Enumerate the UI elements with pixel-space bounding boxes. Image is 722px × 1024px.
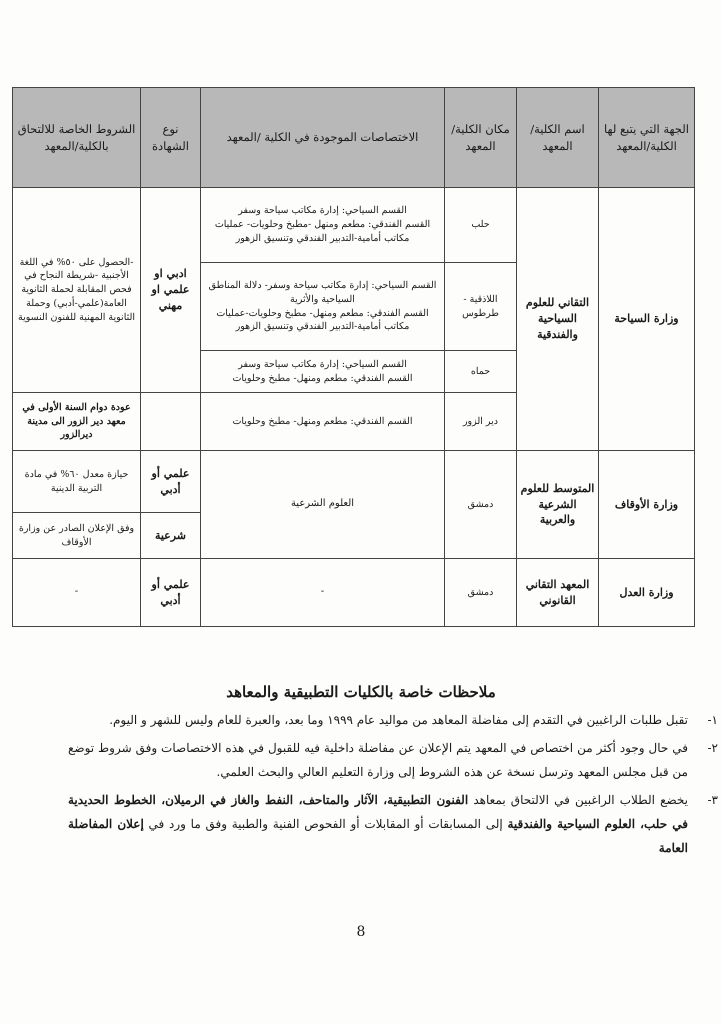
spec-line: القسم الفندقي: مطعم ومنهل- مطبخ وحلويات-عمليات مكاتب أمامية-التدبير الفندقي وتنسيق الزهور: [216, 307, 429, 333]
header-specs: الاختصاصات الموجودة في الكلية /المعهد: [201, 88, 445, 188]
spec-cell: [201, 188, 445, 263]
page-number: 8: [356, 924, 366, 940]
conditions-awqaf-1: حيازة معدل ٦٠% في مادة التربية الدينية: [13, 451, 141, 513]
spec-line: القسم السياحي: إدارة مكاتب سياحة وسفر: [238, 358, 407, 370]
cert-tourism: ادبي او علمي او مهني: [141, 188, 201, 393]
table-row: [13, 451, 695, 513]
institute-awqaf: المتوسط للعلوم الشرعية والعربية: [517, 451, 599, 559]
conditions-awqaf-2: وفق الإعلان الصادر عن وزارة الأوقاف: [13, 513, 141, 559]
cert-empty: [141, 393, 201, 451]
note-text-bold-a: الفنون التطبيقية، الآثار والمتاحف، النفط والغاز في الرميلان، الخطوط الحديدية في حلب، العلوم السياحية والفندقية: [68, 793, 688, 831]
spec-line: القسم السياحي: إدارة مكاتب سياحة وسفر: [238, 205, 407, 217]
conditions-deir: عودة دوام السنة الأولى في معهد دير الزور الى مدينة ديرالزور: [13, 393, 141, 451]
place-cell: حلب: [445, 188, 517, 263]
note-2: [68, 736, 718, 784]
authority-justice: وزارة العدل: [599, 559, 695, 627]
authority-awqaf: وزارة الأوقاف: [599, 451, 695, 559]
cert-awqaf-1: علمي أو أدبي: [141, 451, 201, 513]
spec-line: القسم الفندقي: مطعم ومنهل- مطبخ وحلويات: [232, 372, 413, 384]
table-row: [13, 559, 695, 627]
note-number: ٣-: [707, 793, 718, 807]
cert-justice: علمي أو أدبي: [141, 559, 201, 627]
note-1: [68, 708, 718, 732]
spec-cell: [201, 393, 445, 451]
note-text: في حال وجود أكثر من اختصاص في المعهد يتم الإعلان عن مفاضلة داخلية فيه للقبول في هذه الاختصاصات وفق شروط توضع من قبل مجلس المعهد وترسل نسخة عن هذه الشروط إلى وزارة التعليم العالي والبحث العلمي.: [68, 741, 688, 779]
spec-cell: العلوم الشرعية: [201, 451, 445, 559]
authority-tourism: وزارة السياحة: [599, 188, 695, 451]
spec-line: القسم الفندقي: مطعم ومنهل- مطبخ وحلويات: [232, 415, 413, 427]
table-row: [13, 188, 695, 263]
note-number: ٢-: [707, 741, 718, 755]
spec-line: القسم السياحي: إدارة مكاتب سياحة وسفر- دلالة المناطق السياحية والأثرية: [208, 279, 437, 305]
conditions-justice: -: [13, 559, 141, 627]
note-text-bold-d: إعلان المفاضلة العامة: [68, 817, 688, 855]
notes-title: ملاحظات خاصة بالكليات التطبيقية والمعاهد: [226, 683, 496, 701]
institute-justice: المعهد التقاني القانوني: [517, 559, 599, 627]
header-conditions: الشروط الخاصة للالتحاق بالكلية/المعهد: [13, 88, 141, 188]
header-place: مكان الكلية/المعهد: [445, 88, 517, 188]
note-number: ١-: [707, 713, 718, 727]
place-cell: دير الزور: [445, 393, 517, 451]
spec-cell: -: [201, 559, 445, 627]
conditions-tourism: -الحصول على ٥٠% في اللغة الأجنبية -شريطة النجاح في فحص المقابلة لحملة الثانوية العامة(علمي-أدبي) وحملة الثانوية المهنية للفنون النسوية: [13, 188, 141, 393]
institute-tourism: التقاني للعلوم السياحية والفندقية: [517, 188, 599, 451]
spec-line: القسم الفندقي: مطعم ومنهل -مطبخ وحلويات- عمليات مكاتب أمامية-التدبير الفندقي وتنسيق الزهور: [214, 219, 431, 244]
note-text-a: يخضع الطلاب الراغبين في الالتحاق بمعاهد: [468, 793, 688, 807]
header-authority: الجهة التي يتبع لها الكلية/المعهد: [599, 88, 695, 188]
cert-awqaf-2: شرعية: [141, 513, 201, 559]
note-text: تقبل طلبات الراغبين في التقدم إلى مفاضلة المعاهد من مواليد عام ١٩٩٩ وما بعد، والعبرة للعام وليس للشهر و اليوم.: [109, 713, 688, 727]
place-cell: دمشق: [445, 451, 517, 559]
spec-cell: [201, 351, 445, 393]
note-3: [68, 788, 718, 860]
place-cell: حماه: [445, 351, 517, 393]
header-name: اسم الكلية/المعهد: [517, 88, 599, 188]
table-header-row: [13, 88, 695, 188]
place-cell: اللاذقية - طرطوس: [445, 263, 517, 351]
note-text-c: إلى المسابقات أو المقابلات أو الفحوص الفنية والطبية وفق ما ورد في: [143, 817, 508, 831]
spec-cell: [201, 263, 445, 351]
place-cell: دمشق: [445, 559, 517, 627]
institutes-table: [12, 87, 695, 627]
header-cert: نوع الشهادة: [141, 88, 201, 188]
